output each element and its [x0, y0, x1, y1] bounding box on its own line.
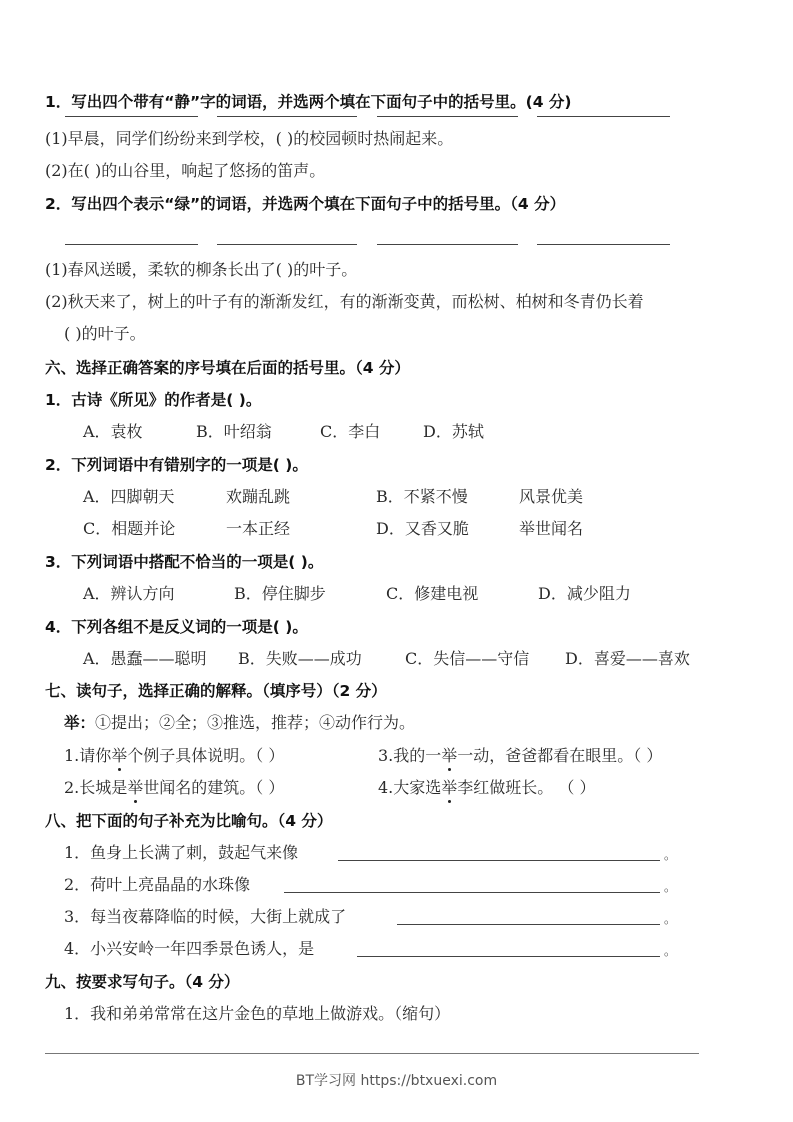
answer-line[interactable] [45, 1053, 699, 1054]
period: 。 [664, 880, 677, 894]
answer-line[interactable] [338, 860, 660, 861]
option-c: C．失信——守信 [405, 649, 530, 668]
fill-item [64, 907, 346, 927]
sentence-continued: ( )的叶子。 [64, 324, 146, 343]
question-stem: 3．下列词语中搭配不恰当的一项是( )。 [45, 553, 324, 571]
option-a: A．愚蠢——聪明 [83, 649, 207, 668]
item-text: 李红做班长。 （ ） [457, 778, 596, 797]
option-b: B．叶绍翁 [196, 422, 272, 441]
option-b: B．不紧不慢 [376, 487, 468, 506]
question-stem: 4．下列各组不是反义词的一项是( )。 [45, 618, 308, 636]
question-title: 2．写出四个表示“绿”的词语，并选两个填在下面句子中的括号里。（4 分） [45, 195, 566, 213]
answer-line[interactable] [284, 892, 660, 893]
section-heading: 八、把下面的句子补充为比喻句。（4 分） [45, 812, 333, 830]
section-heading: 七、读句子，选择正确的解释。（填序号）（2 分） [45, 682, 387, 700]
item-text: 2．荷叶上亮晶晶的水珠像 [64, 875, 251, 894]
option-a: A．四脚朝天 [83, 487, 175, 506]
fill-item [64, 843, 298, 863]
option-b: B．失败——成功 [238, 649, 362, 668]
answer-blank[interactable] [217, 116, 357, 117]
option-a-word2: 欢蹦乱跳 [226, 487, 291, 506]
sentence: (1)春风送暖，柔软的柳条长出了( )的叶子。 [45, 260, 358, 279]
item-text: 2.长城是 [64, 778, 128, 797]
answer-blank[interactable] [65, 116, 198, 117]
sentence: (2)秋天来了，树上的叶子有的渐渐发红，有的渐渐变黄，而松树、柏树和冬青仍长着 [45, 292, 644, 311]
footer-watermark: BT学习网 https://btxuexi.com [295, 1073, 498, 1089]
option-d-word2: 举世闻名 [519, 519, 584, 538]
sentence-item [378, 746, 662, 766]
option-a: A．辨认方向 [83, 584, 175, 603]
sentence-item: 1．我和弟弟常常在这片金色的草地上做游戏。（缩句） [64, 1004, 451, 1023]
option-c: C．李白 [320, 422, 381, 441]
fill-item [64, 939, 314, 959]
option-d: D．喜爱——喜欢 [565, 649, 690, 668]
section-heading: 六、选择正确答案的序号填在后面的括号里。（4 分） [45, 359, 410, 377]
section-heading: 九、按要求写句子。（4 分） [45, 973, 240, 991]
definition-line [64, 713, 415, 733]
item-text: 4．小兴安岭一年四季景色诱人，是 [64, 939, 315, 958]
answer-blank[interactable] [537, 116, 670, 117]
item-text: 一动，爸爸都看在眼里。（ ） [457, 746, 663, 765]
sentence-item [378, 778, 595, 798]
period: 。 [664, 912, 677, 926]
sentence-item [64, 778, 284, 798]
option-c-word2: 一本正经 [226, 519, 291, 538]
option-c: C．相题并论 [83, 519, 176, 538]
question-stem: 2．下列词语中有错别字的一项是( )。 [45, 456, 308, 474]
emphasized-char: 举 [441, 746, 458, 765]
answer-blank[interactable] [65, 244, 198, 245]
sentence-item [64, 746, 284, 766]
option-b: B．停住脚步 [234, 584, 326, 603]
item-text: 4.大家选 [378, 778, 442, 797]
period: 。 [664, 848, 677, 862]
definition-text: ①提出；②全；③推选，推荐；④动作行为。 [95, 713, 416, 732]
item-text: 1.请你 [64, 746, 112, 765]
emphasized-char: 举 [441, 778, 458, 797]
question-stem: 1．古诗《所见》的作者是( )。 [45, 391, 262, 409]
sentence: (1)早晨，同学们纷纷来到学校，( )的校园顿时热闹起来。 [45, 129, 454, 148]
answer-blank[interactable] [217, 244, 357, 245]
fill-item [64, 875, 250, 895]
answer-line[interactable] [357, 956, 660, 957]
emphasized-char: 举 [111, 746, 128, 765]
item-text: 世闻名的建筑。（ ） [143, 778, 285, 797]
answer-blank[interactable] [377, 116, 518, 117]
item-text: 个例子具体说明。（ ） [127, 746, 285, 765]
option-d: D．又香又脆 [376, 519, 469, 538]
answer-line[interactable] [397, 924, 660, 925]
option-d: D．减少阻力 [538, 584, 631, 603]
answer-blank[interactable] [537, 244, 670, 245]
option-b-word2: 风景优美 [519, 487, 584, 506]
option-d: D．苏轼 [423, 422, 484, 441]
emphasized-char: 举 [127, 778, 144, 797]
answer-blank[interactable] [377, 244, 518, 245]
sentence: (2)在( )的山谷里，响起了悠扬的笛声。 [45, 161, 326, 180]
period: 。 [664, 944, 677, 958]
option-a: A．袁枚 [83, 422, 143, 441]
item-text: 1．鱼身上长满了刺，鼓起气来像 [64, 843, 299, 862]
item-text: 3.我的一 [378, 746, 442, 765]
option-c: C．修建电视 [386, 584, 479, 603]
definition-label: 举： [64, 714, 96, 732]
question-title: 1．写出四个带有“静”字的词语，并选两个填在下面句子中的括号里。(4 分) [45, 93, 572, 111]
item-text: 3．每当夜幕降临的时候，大街上就成了 [64, 907, 347, 926]
